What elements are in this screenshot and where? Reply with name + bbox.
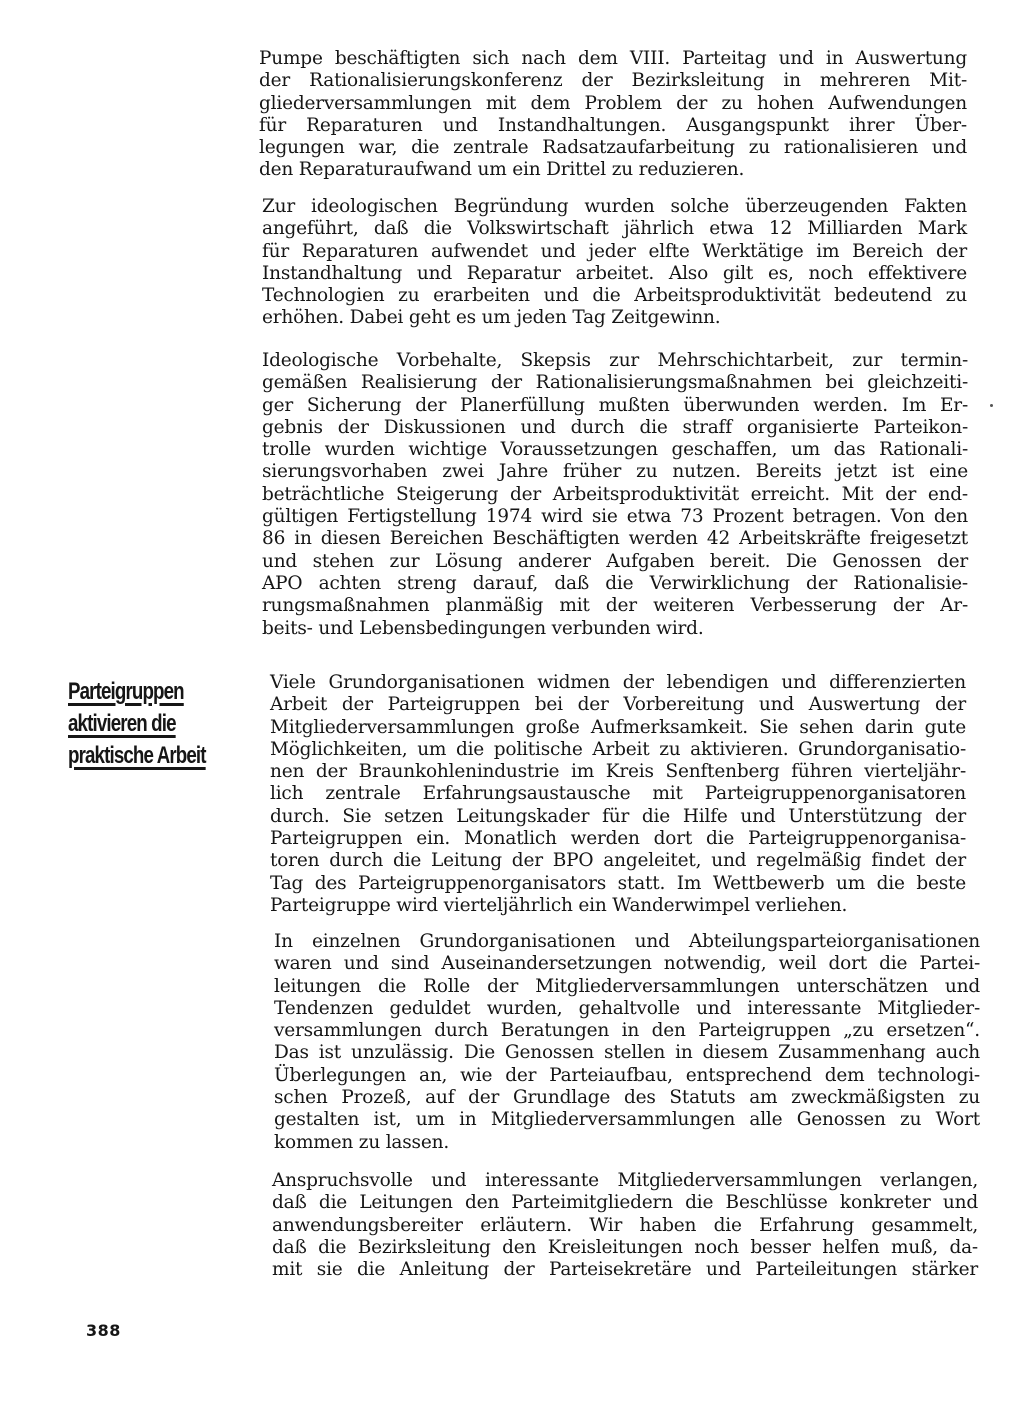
text-line: Instandhaltung und Reparatur arbeitet. Also gilt es, noch effektivere [262, 262, 967, 284]
text-line: rungsmaßnahmen planmäßig mit der weiteren Verbesserung der Ar- [262, 595, 968, 617]
text-line: Anspruchsvolle und interessante Mitgliederversammlungen verlangen, [272, 1170, 978, 1191]
text-line: Das ist unzulässig. Die Genossen stellen in diesem Zusammenhang auch [274, 1042, 980, 1064]
text-line: beits- und Lebensbedingungen verbunden wird. [262, 617, 704, 639]
text-line: Viele Grundorganisationen widmen der lebendigen und differenzierten [270, 672, 966, 693]
text-line: APO achten streng darauf, daß die Verwirklichung der Rationalisie- [262, 572, 968, 594]
text-line: gemäßen Realisierung der Rationalisierungsmaßnahmen bei gleichzeiti- [262, 372, 968, 394]
text-line: den Reparaturaufwand um ein Drittel zu reduzieren. [259, 159, 745, 181]
text-line: Parteigruppe wird vierteljährlich ein Wanderwimpel verliehen. [270, 894, 848, 916]
text-line: Zur ideologischen Begründung wurden solche überzeugenden Fakten [262, 196, 967, 217]
text-line: schen Prozeß, auf der Grundlage des Statuts am zweckmäßigsten zu [274, 1087, 980, 1109]
text-line: erhöhen. Dabei geht es um jeden Tag Zeitgewinn. [262, 307, 721, 329]
text-line: In einzelnen Grundorganisationen und Abteilungsparteiorganisationen [274, 931, 980, 952]
scan-speck [990, 404, 993, 407]
text-line: Tag des Parteigruppenorganisators statt. Im Wettbewerb um die beste [270, 872, 966, 894]
text-line: für Reparaturen aufwendet und jeder elfte Werktätige im Bereich der [262, 240, 967, 262]
side-heading-line: Parteigruppen [68, 678, 184, 705]
text-line: daß die Leitungen den Parteimitgliedern die Beschlüsse konkreter und [272, 1192, 978, 1214]
text-line: gestalten ist, um in Mitgliederversammlungen alle Genossen zu Wort [274, 1109, 980, 1131]
side-heading-line: praktische Arbeit [68, 742, 206, 769]
text-line: legungen war, die zentrale Radsatzaufarbeitung zu rationalisieren und [259, 137, 967, 159]
paragraph-4 [270, 672, 966, 917]
paragraph-3 [262, 350, 968, 640]
text-line: Mitgliederversammlungen große Aufmerksamkeit. Sie sehen darin gute [270, 716, 966, 738]
text-line: Ideologische Vorbehalte, Skepsis zur Mehrschichtarbeit, zur termin- [262, 350, 968, 371]
text-line: Parteigruppen ein. Monatlich werden dort die Parteigruppenorganisa- [270, 828, 966, 850]
text-line: für Reparaturen und Instandhaltungen. Ausgangspunkt ihrer Über- [259, 114, 967, 136]
text-line: mit sie die Anleitung der Parteisekretäre und Parteileitungen stärker [272, 1259, 978, 1281]
text-line: der Rationalisierungskonferenz der Bezirksleitung in mehreren Mit- [259, 70, 967, 92]
text-line: versammlungen durch Beratungen in den Parteigruppen „zu ersetzen“. [274, 1020, 980, 1042]
text-line: waren und sind Auseinandersetzungen notwendig, weil dort die Partei- [274, 953, 980, 975]
text-line: nen der Braunkohlenindustrie im Kreis Senftenberg führen vierteljähr- [270, 761, 966, 783]
text-line: Pumpe beschäftigten sich nach dem VIII. Parteitag und in Auswertung [259, 48, 967, 69]
text-line: beträchtliche Steigerung der Arbeitsproduktivität erreicht. Mit der end- [262, 483, 968, 505]
text-line: durch. Sie setzen Leitungskader für die Hilfe und Unterstützung der [270, 805, 966, 827]
text-line: kommen zu lassen. [274, 1131, 449, 1153]
text-line: ger Sicherung der Planerfüllung mußten überwunden werden. Im Er- [262, 394, 968, 416]
text-line: angeführt, daß die Volkswirtschaft jährlich etwa 12 Milliarden Mark [262, 218, 967, 240]
side-heading [68, 676, 208, 772]
text-line: leitungen die Rolle der Mitgliederversammlungen unterschätzen und [274, 975, 980, 997]
text-line: gebnis der Diskussionen und durch die straff organisierte Parteikon- [262, 416, 968, 438]
text-line: Überlegungen an, wie der Parteiaufbau, entsprechend dem technologi- [274, 1064, 980, 1086]
text-line: gliederversammlungen mit dem Problem der zu hohen Aufwendungen [259, 92, 967, 114]
text-line: toren durch die Leitung der BPO angeleitet, und regelmäßig findet der [270, 850, 966, 872]
text-line: sierungsvorhaben zwei Jahre früher zu nutzen. Bereits jetzt ist eine [262, 461, 968, 483]
side-heading-line: aktivieren die [68, 710, 176, 737]
text-line: gültigen Fertigstellung 1974 wird sie etwa 73 Prozent betragen. Von den [262, 506, 968, 528]
text-line: Möglichkeiten, um die politische Arbeit zu aktivieren. Grundorganisatio- [270, 738, 966, 760]
text-line: 86 in diesen Bereichen Beschäftigten werden 42 Arbeitskräfte freigesetzt [262, 528, 968, 550]
text-line: und stehen zur Lösung anderer Aufgaben bereit. Die Genossen der [262, 550, 968, 572]
text-line: trolle wurden wichtige Voraussetzungen geschaffen, um das Rationali- [262, 439, 968, 461]
page-number: 388 [86, 1321, 121, 1340]
paragraph-6 [272, 1170, 978, 1281]
text-line: lich zentrale Erfahrungsaustausche mit Parteigruppenorganisatoren [270, 783, 966, 805]
text-line: Tendenzen geduldet wurden, gehaltvolle und interessante Mitglieder- [274, 997, 980, 1019]
paragraph-5 [274, 931, 980, 1154]
paragraph-2 [262, 196, 967, 330]
text-line: Arbeit der Parteigruppen bei der Vorbereitung und Auswertung der [270, 694, 966, 716]
text-line: anwendungsbereiter erläutern. Wir haben die Erfahrung gesammelt, [272, 1214, 978, 1236]
text-line: Technologien zu erarbeiten und die Arbeitsproduktivität bedeutend zu [262, 285, 967, 307]
text-line: daß die Bezirksleitung den Kreisleitungen noch besser helfen muß, da- [272, 1236, 978, 1258]
paragraph-1 [259, 48, 967, 182]
